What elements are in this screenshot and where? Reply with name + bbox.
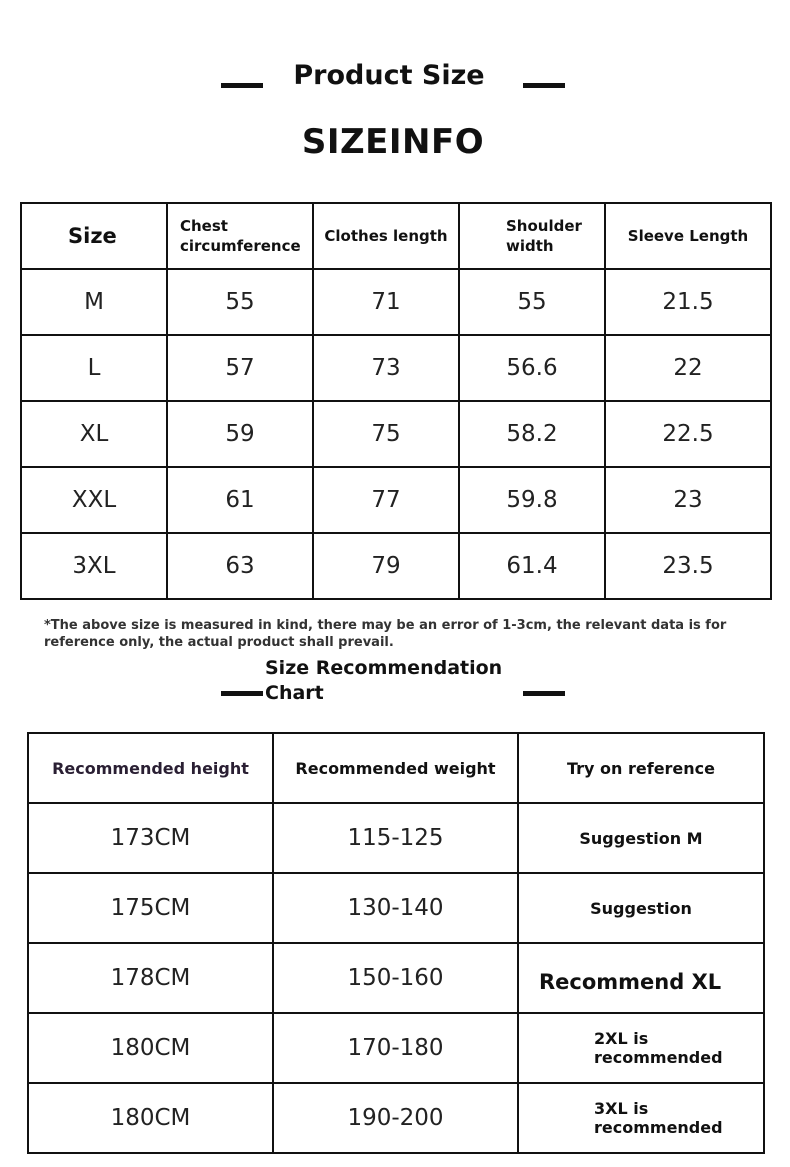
header-shoulder: Shoulder width <box>459 203 605 269</box>
reference-cell: Recommend XL <box>518 943 764 1013</box>
header-weight: Recommended weight <box>273 733 518 803</box>
table-row <box>21 269 771 335</box>
shoulder-cell: 58.2 <box>459 401 605 467</box>
height-cell: 173CM <box>28 803 273 873</box>
table-row <box>28 803 764 873</box>
size-cell: XL <box>21 401 167 467</box>
table-row <box>28 1083 764 1153</box>
length-cell: 71 <box>313 269 459 335</box>
weight-cell: 190-200 <box>273 1083 518 1153</box>
sleeve-cell: 21.5 <box>605 269 771 335</box>
size-cell: 3XL <box>21 533 167 599</box>
size-table <box>20 202 772 600</box>
recommendation-title: Size Recommendation Chart <box>265 657 503 704</box>
weight-cell: 150-160 <box>273 943 518 1013</box>
page-title: Product Size <box>293 60 485 91</box>
shoulder-cell: 61.4 <box>459 533 605 599</box>
table-row <box>21 467 771 533</box>
header-sleeve: Sleeve Length <box>605 203 771 269</box>
table-row <box>21 533 771 599</box>
height-cell: 180CM <box>28 1013 273 1083</box>
measurement-note: *The above size is measured in kind, there may be an error of 1-3cm, the relevant data is for reference only, the actual product shall prevail. <box>44 618 727 650</box>
height-cell: 180CM <box>28 1083 273 1153</box>
reference-cell: Suggestion <box>518 873 764 943</box>
rec-dash-right <box>523 691 565 696</box>
chest-cell: 57 <box>167 335 313 401</box>
table-row <box>28 943 764 1013</box>
header-length: Clothes length <box>313 203 459 269</box>
height-cell: 178CM <box>28 943 273 1013</box>
size-cell: XXL <box>21 467 167 533</box>
length-cell: 77 <box>313 467 459 533</box>
shoulder-cell: 55 <box>459 269 605 335</box>
rec-dash-left <box>221 691 263 696</box>
page-subtitle: SIZEINFO <box>301 122 485 162</box>
table-row <box>21 335 771 401</box>
chest-cell: 59 <box>167 401 313 467</box>
size-cell: M <box>21 269 167 335</box>
length-cell: 73 <box>313 335 459 401</box>
header-chest: Chest circumference <box>167 203 313 269</box>
header-size: Size <box>21 203 167 269</box>
table-row <box>28 873 764 943</box>
sleeve-cell: 22 <box>605 335 771 401</box>
header-reference: Try on reference <box>518 733 764 803</box>
reference-cell: 2XL is recommended <box>518 1013 764 1083</box>
weight-cell: 115-125 <box>273 803 518 873</box>
table-row <box>28 1013 764 1083</box>
size-cell: L <box>21 335 167 401</box>
chest-cell: 63 <box>167 533 313 599</box>
shoulder-cell: 56.6 <box>459 335 605 401</box>
recommendation-table <box>27 732 765 1154</box>
table-row <box>21 401 771 467</box>
sleeve-cell: 22.5 <box>605 401 771 467</box>
length-cell: 79 <box>313 533 459 599</box>
reference-cell: Suggestion M <box>518 803 764 873</box>
length-cell: 75 <box>313 401 459 467</box>
height-cell: 175CM <box>28 873 273 943</box>
shoulder-cell: 59.8 <box>459 467 605 533</box>
reference-cell: 3XL is recommended <box>518 1083 764 1153</box>
chest-cell: 55 <box>167 269 313 335</box>
weight-cell: 130-140 <box>273 873 518 943</box>
rec-table-header-row <box>28 733 764 803</box>
size-table-header-row <box>21 203 771 269</box>
weight-cell: 170-180 <box>273 1013 518 1083</box>
chest-cell: 61 <box>167 467 313 533</box>
sleeve-cell: 23 <box>605 467 771 533</box>
header-height: Recommended height <box>28 733 273 803</box>
sleeve-cell: 23.5 <box>605 533 771 599</box>
